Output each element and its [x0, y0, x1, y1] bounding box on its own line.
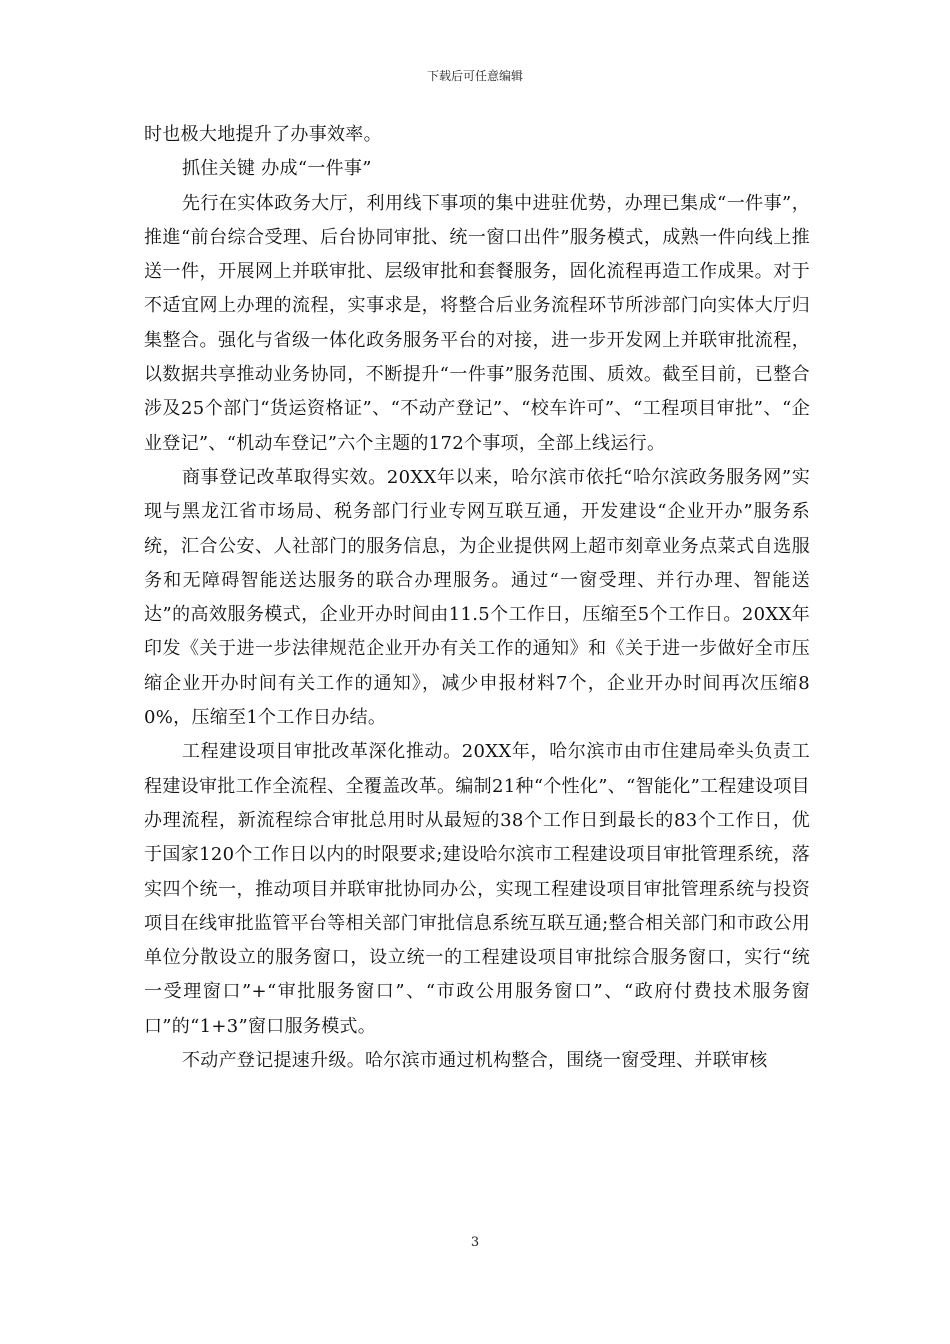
paragraph-continuation: 时也极大地提升了办事效率。 [144, 124, 382, 145]
page-header: 下载后可任意编辑 [426, 69, 523, 83]
paragraph-construction-approval: 工程建设项目审批改革深化推动。20XX年，哈尔滨市由市住建局牵头负责工程建设审批工作全流程、全覆盖改革。编制21种“个性化”、“智能化”工程建设项目办理流程，新流程综合审批总用时从最短的38个工作日到最长的83个工作日，优于国家120个工作日以内的时限要求;建设哈尔滨市工程建设项目审批管理系统，落实四个统一，推动项目并联审批协同办公，实现工程建设项目审批管理系统与投资项目在线审批监管平台等相关部门审批信息系统互联互通;整合相关部门和市政公用单位分散设立的服务窗口，设立统一的工程建设项目审批综合服务窗口，实行“统一受理窗口”+“审批服务窗口”、“市政公用服务窗口”、“政府付费技术服务窗口”的“1+3”窗口服务模式。 [144, 741, 810, 1037]
page-number: 3 [470, 1235, 480, 1250]
paragraph-one-thing: 先行在实体政务大厅，利用线下事项的集中进驻优势，办理已集成“一件事”，推進“前台综合受理、后台协同审批、统一窗口出件”服务模式，成熟一件向线上推送一件，开展网上并联审批、层级审批和套餐服务，固化流程再造工作成果。对于不适宜网上办理的流程，实事求是，将整合后业务流程环节所涉部门向实体大厅归集整合。强化与省级一体化政务服务平台的对接，进一步开发网上并联审批流程，以数据共享推动业务协同，不断提升“一件事”服务范围、质效。截至目前，已整合涉及25个部门“货运资格证”、“不动产登记”、“校车许可”、“工程项目审批”、“企业登记”、“机动车登记”六个主题的172个事项，全部上线运行。 [144, 192, 810, 454]
paragraph-real-estate-registration: 不动产登记提速升级。哈尔滨市通过机构整合，围绕一窗受理、并联审核 [182, 1050, 768, 1072]
document-body [144, 118, 810, 1078]
section-heading: 抓住关键 办成“一件事” [182, 158, 372, 180]
paragraph-business-registration: 商事登记改革取得实效。20XX年以来，哈尔滨市依托“哈尔滨政务服务网”实现与黑龙江省市场局、税务部门行业专网互联互通，开发建设“企业开办”服务系统，汇合公安、人社部门的服务信息，为企业提供网上超市刻章业务点菜式自选服务和无障碍智能送达服务的联合办理服务。通过“一窗受理、并行办理、智能送达”的高效服务模式，企业开办时间由11.5个工作日，压缩至5个工作日。20XX年印发《关于进一步法律规范企业开办有关工作的通知》和《关于进一步做好全市压缩企业开办时间有关工作的通知》，减少申报材料7个，企业开办时间再次压缩80%，压缩至1个工作日办结。 [144, 466, 810, 729]
